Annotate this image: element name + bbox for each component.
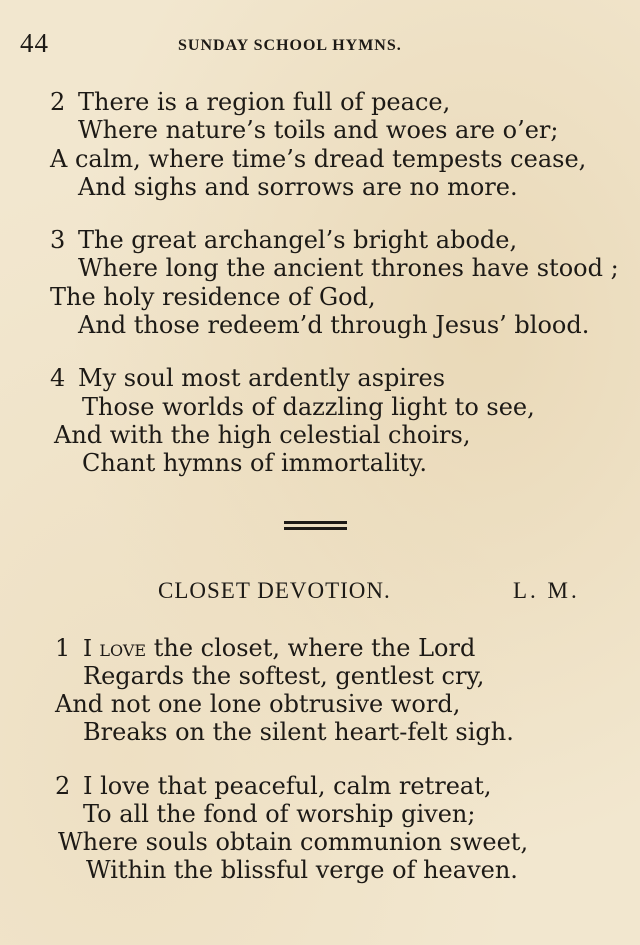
stanza-line: The holy residence of God,	[50, 283, 376, 311]
hymn-meter: L. M.	[513, 578, 580, 603]
stanza-line: To all the fond of worship given;	[83, 800, 476, 828]
verse-text: I love that peaceful, calm retreat,	[83, 772, 492, 800]
stanza-line: And those redeem’d through Jesus’ blood.	[78, 311, 590, 339]
verse-text: There is a region full of peace,	[78, 88, 451, 116]
page-number: 44	[20, 28, 49, 58]
stanza-line: And with the high celestial choirs,	[54, 421, 471, 449]
verse-text: the closet, where the Lord	[146, 634, 476, 662]
stanza-line: Those worlds of dazzling light to see,	[82, 393, 535, 421]
verse-text: My soul most ardently aspires	[78, 364, 446, 392]
stanza-number: 1	[55, 634, 71, 662]
stanza-number: 2	[55, 772, 71, 800]
stanza-line: A calm, where time’s dread tempests cease,	[50, 145, 587, 173]
stanza-number: 2	[50, 88, 66, 116]
section-divider	[284, 521, 347, 533]
stanza-line: And sighs and sorrows are no more.	[78, 173, 518, 201]
stanza-line	[50, 364, 445, 392]
stanza-line	[55, 634, 475, 663]
stanza-line: Where long the ancient thrones have stood ;	[78, 254, 619, 282]
divider-rule-bottom	[284, 527, 347, 530]
divider-rule-top	[284, 521, 347, 524]
stanza-line	[50, 226, 517, 254]
stanza-number: 4	[50, 364, 66, 392]
stanza-line: Within the blissful verge of heaven.	[86, 856, 518, 884]
stanza-number: 3	[50, 226, 66, 254]
hymn-title: CLOSET DEVOTION.	[158, 578, 391, 603]
stanza-line: Where nature’s toils and woes are o’er;	[78, 116, 559, 144]
stanza-line: Where souls obtain communion sweet,	[58, 828, 529, 856]
stanza-line: Breaks on the silent heart-felt sigh.	[83, 718, 514, 746]
verse-opening-words: I love	[83, 636, 147, 662]
running-head: SUNDAY SCHOOL HYMNS.	[178, 37, 402, 54]
stanza-line: Regards the softest, gentlest cry,	[83, 662, 485, 690]
stanza-line	[55, 772, 492, 800]
stanza-line: And not one lone obtrusive word,	[55, 690, 461, 718]
stanza-line	[50, 88, 450, 116]
verse-text: The great archangel’s bright abode,	[78, 226, 518, 254]
stanza-line: Chant hymns of immortality.	[82, 449, 428, 477]
